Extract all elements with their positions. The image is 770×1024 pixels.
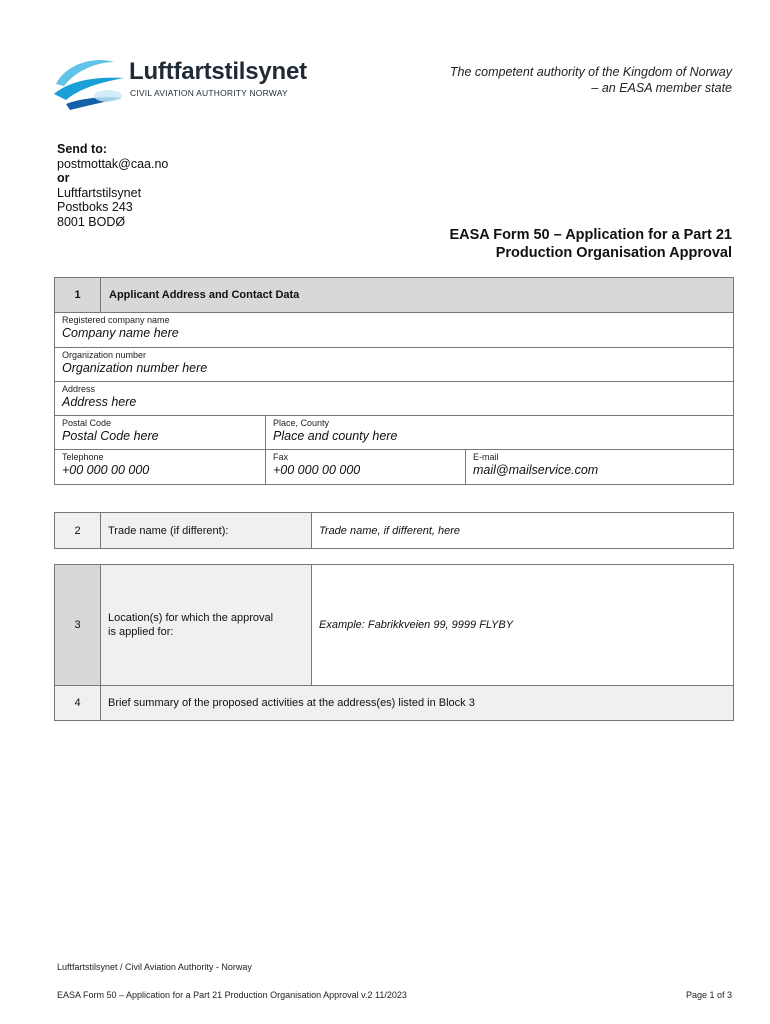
activities-summary-label: Brief summary of the proposed activities at the address(es) listed in Block 3 xyxy=(101,686,734,721)
postal-code-label: Postal Code xyxy=(62,418,112,428)
address-field[interactable] xyxy=(55,382,734,416)
place-county-field[interactable] xyxy=(266,416,734,450)
authority-statement xyxy=(450,64,732,96)
form-title xyxy=(449,226,732,262)
block-3-4-table xyxy=(54,564,734,721)
block-4-number: 4 xyxy=(55,686,101,721)
footer-organization: Luftfartstilsynet / Civil Aviation Authority - Norway xyxy=(57,962,252,972)
send-to-label: Send to: xyxy=(57,142,107,156)
trade-name-label: Trade name (if different): xyxy=(101,513,312,549)
company-name-field[interactable] xyxy=(55,313,734,348)
locations-value[interactable]: Example: Fabrikkveien 99, 9999 FLYBY xyxy=(312,565,734,686)
fax-value[interactable]: +00 000 00 000 xyxy=(273,463,361,477)
email-value[interactable]: mail@mailservice.com xyxy=(473,463,599,477)
block-2-number: 2 xyxy=(55,513,101,549)
page-number: Page 1 of 3 xyxy=(685,990,732,1000)
organization-number-label: Organization number xyxy=(62,350,147,360)
block-1-number: 1 xyxy=(55,278,101,313)
address-label: Address xyxy=(62,384,96,394)
form-title-line-1: EASA Form 50 – Application for a Part 21 xyxy=(449,227,732,243)
send-to-city: 8001 BODØ xyxy=(57,214,126,229)
block-1-table xyxy=(54,277,734,485)
send-to-email: postmottak@caa.no xyxy=(57,156,169,171)
trade-name-value[interactable]: Trade name, if different, here xyxy=(312,513,734,549)
postal-code-value[interactable]: Postal Code here xyxy=(62,429,159,443)
telephone-field[interactable] xyxy=(55,450,266,485)
send-to-block xyxy=(57,142,168,229)
company-name-value[interactable]: Company name here xyxy=(62,326,179,340)
telephone-value[interactable]: +00 000 00 000 xyxy=(62,463,150,477)
fax-label: Fax xyxy=(273,452,289,462)
send-to-box: Postboks 243 xyxy=(57,200,133,214)
caa-logo xyxy=(52,54,312,114)
logo-name: Luftfartstilsynet xyxy=(129,58,307,85)
telephone-label: Telephone xyxy=(62,452,104,462)
block-1-title: Applicant Address and Contact Data xyxy=(101,278,734,313)
caa-logo-mark-icon xyxy=(52,54,126,110)
place-county-value[interactable]: Place and county here xyxy=(273,429,398,443)
send-to-org: Luftfartstilsynet xyxy=(57,185,142,200)
place-county-label: Place, County xyxy=(273,418,330,428)
form-title-line-2: Production Organisation Approval xyxy=(495,245,732,261)
company-name-label: Registered company name xyxy=(62,315,170,325)
locations-label-line-1: Location(s) for which the approval xyxy=(108,612,274,624)
block-2-table xyxy=(54,512,734,549)
postal-code-field[interactable] xyxy=(55,416,266,450)
locations-label xyxy=(101,565,312,686)
address-value[interactable]: Address here xyxy=(62,395,137,409)
logo-subtitle: CIVIL AVIATION AUTHORITY NORWAY xyxy=(130,88,288,98)
authority-line-2: – an EASA member state xyxy=(591,81,732,95)
footer-document-id: EASA Form 50 – Application for a Part 21 Production Organisation Approval v.2 11/2023 xyxy=(57,990,407,1000)
organization-number-field[interactable] xyxy=(55,348,734,382)
send-to-or: or xyxy=(57,171,70,185)
authority-line-1: The competent authority of the Kingdom of Norway xyxy=(449,65,732,79)
email-label: E-mail xyxy=(473,452,499,462)
block-3-number: 3 xyxy=(55,565,101,686)
fax-field[interactable] xyxy=(266,450,466,485)
organization-number-value[interactable]: Organization number here xyxy=(62,361,208,375)
locations-label-line-2: is applied for: xyxy=(108,626,174,638)
email-field[interactable] xyxy=(466,450,734,485)
